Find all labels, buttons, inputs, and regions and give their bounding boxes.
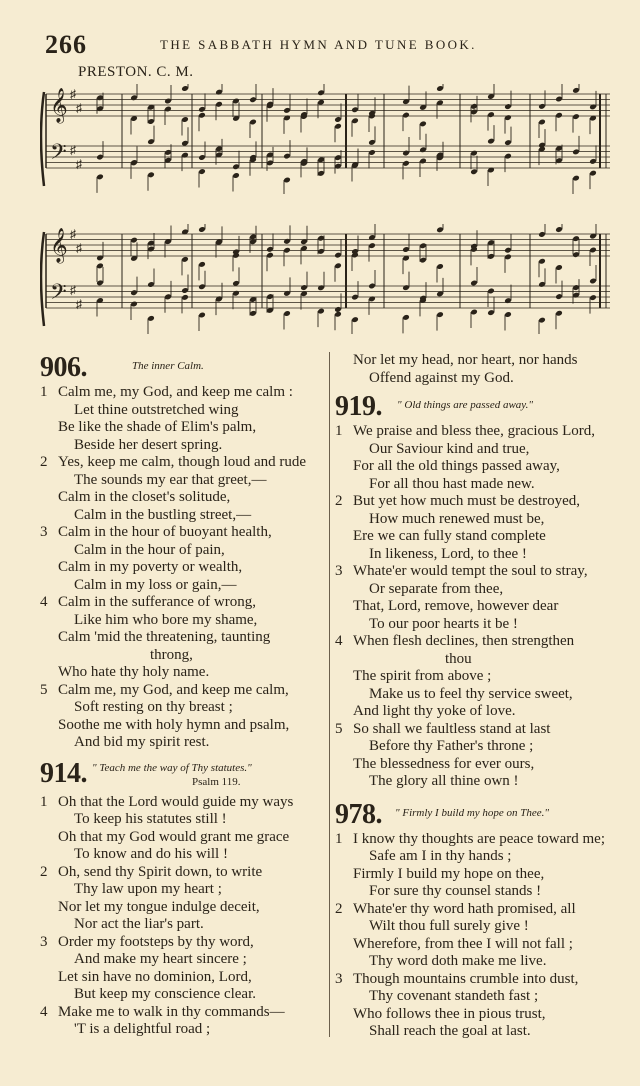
verse-line: [40, 969, 325, 987]
verse-text: Wherefore, from thee I will not fall ;: [353, 935, 573, 952]
hymn-906-text: [40, 384, 325, 752]
verse-text: To know and do his will !: [74, 846, 228, 862]
tune-name: PRESTON. C. M.: [78, 64, 194, 80]
verse-text: The spirit from above ;: [353, 668, 492, 684]
hymn-source: Psalm 119.: [192, 775, 241, 788]
verse-line: [335, 738, 625, 756]
verse-text: Calm in the sufferance of wrong,: [58, 594, 256, 610]
verse-text: Make me to walk in thy commands—: [58, 1003, 285, 1020]
verse-line: [40, 811, 325, 829]
hymn-heading-914: [40, 758, 325, 794]
verse-line: [40, 437, 325, 455]
left-column: [40, 352, 325, 1039]
verse-text: Ere we can fully stand complete: [353, 528, 546, 544]
page-header: [0, 30, 640, 60]
verse-line: [40, 454, 325, 472]
hymn-heading-906: [40, 352, 325, 384]
verse-text: For sure thy counsel stands !: [369, 883, 542, 899]
verse-number: 2: [335, 493, 343, 509]
verse-line: [40, 629, 325, 647]
bass-clef-icon: 𝄢: [50, 140, 67, 170]
verse-text: Thy covenant standeth fast ;: [369, 988, 539, 1004]
verse-line: [335, 773, 625, 791]
verse-number: 3: [40, 524, 48, 540]
hymn-subtitle: The inner Calm.: [132, 360, 204, 372]
hymn-978-text: [335, 831, 625, 1041]
verse-text: Safe am I in thy hands ;: [369, 848, 512, 864]
verse-line: [40, 1004, 325, 1022]
verse-line: [335, 918, 625, 936]
verse-line: [40, 507, 325, 525]
hymn-number: 978.: [335, 798, 382, 830]
verse-text: Calm in the bustling street,—: [74, 506, 252, 523]
verse-text: Let sin have no dominion, Lord,: [58, 968, 252, 985]
hymn-number: 906.: [40, 352, 87, 383]
verse-line: [335, 633, 625, 651]
verse-text: Thy law upon my heart ;: [74, 881, 222, 897]
verse-line: [335, 1023, 625, 1041]
verse-line: [40, 664, 325, 682]
verse-number: 1: [335, 423, 343, 439]
verse-line: [40, 402, 325, 420]
brace: [41, 92, 44, 186]
verse-text: Calm me, my God, and keep me calm :: [58, 384, 293, 400]
running-title: THE SABBATH HYMN AND TUNE BOOK.: [160, 37, 477, 52]
verse-text: So shall we faultless stand at last: [353, 720, 551, 737]
hymn-number: 919.: [335, 391, 382, 422]
verse-number: 5: [335, 720, 343, 737]
sharp-icon: ♯: [76, 157, 82, 171]
verse-text: Calm me, my God, and keep me calm,: [58, 681, 289, 698]
verse-line: [335, 901, 625, 919]
verse-line: [40, 794, 325, 812]
verse-text: Firmly I build my hope on thee,: [353, 865, 545, 882]
verse-text: How much renewed must be,: [369, 510, 545, 527]
verse-line: [40, 472, 325, 490]
verse-number: 3: [335, 563, 343, 579]
sharp-icon: ♯: [76, 101, 82, 115]
verse-line: [335, 883, 625, 901]
hymn-subtitle: " Firmly I build my hope on Thee.": [395, 806, 550, 819]
verse-line: [40, 829, 325, 847]
verse-text: Make us to feel thy service sweet,: [369, 685, 573, 702]
hymn-914-continuation: [335, 352, 625, 387]
verse-line: [40, 612, 325, 630]
verse-number: 2: [40, 454, 48, 470]
verse-line: [335, 971, 625, 989]
verse-line: Nor let my head, nor heart, nor hands: [353, 352, 578, 368]
verse-line: [40, 864, 325, 882]
verse-text: Calm in my loss or gain,—: [74, 576, 237, 593]
verse-line: [40, 524, 325, 542]
verse-line: [40, 594, 325, 612]
verse-line: [40, 559, 325, 577]
verse-line: [335, 423, 625, 441]
verse-line: [40, 951, 325, 969]
verse-text: Whate'er thy word hath promised, all: [353, 900, 576, 917]
verse-text: We praise and bless thee, gracious Lord,: [353, 423, 596, 439]
verse-text: Beside her desert spring.: [74, 436, 223, 453]
sharp-icon: ♯: [70, 143, 76, 157]
verse-line: [40, 934, 325, 952]
verse-text: But yet how much must be destroyed,: [353, 493, 581, 509]
verse-text: Before thy Father's throne ;: [369, 738, 534, 754]
verse-text: Thy word doth make me live.: [369, 953, 547, 969]
verse-number: 2: [335, 900, 343, 917]
verse-text: Wilt thou full surely give !: [369, 918, 529, 934]
verse-line: [40, 647, 325, 665]
hymn-919-text: [335, 423, 625, 791]
sharp-icon: ♯: [70, 227, 76, 241]
verse-text: 'T is a delightful road ;: [74, 1021, 211, 1037]
verse-text: But keep my conscience clear.: [74, 986, 257, 1002]
verse-text: throng,: [150, 646, 193, 663]
verse-line: [335, 651, 625, 669]
verse-line: [335, 756, 625, 774]
verse-text: When flesh declines, then strengthen: [353, 633, 575, 649]
verse-text: Yes, keep me calm, though loud and rude: [58, 454, 307, 470]
hymn-heading-978: [335, 799, 625, 831]
verse-line: [40, 734, 325, 752]
verse-text: Soft resting on thy breast ;: [74, 699, 233, 715]
verse-text: The blessedness for ever ours,: [353, 755, 535, 772]
verse-line: [335, 563, 625, 581]
verse-line: [335, 616, 625, 634]
verse-line: [40, 986, 325, 1004]
verse-text: Order my footsteps by thy word,: [58, 933, 254, 950]
music-system-1: [40, 84, 612, 194]
verse-text: Calm in the closet's solitude,: [58, 489, 231, 505]
verse-line: [335, 581, 625, 599]
verse-text: I know thy thoughts are peace toward me;: [353, 830, 606, 847]
verse-number: 4: [40, 594, 48, 610]
verse-line: [335, 866, 625, 884]
verse-line: [335, 668, 625, 686]
verse-text: Our Saviour kind and true,: [369, 440, 530, 457]
verse-text: In likeness, Lord, to thee !: [369, 545, 527, 562]
verse-line: [335, 703, 625, 721]
verse-line: [335, 721, 625, 739]
verse-text: Let thine outstretched wing: [74, 401, 239, 418]
verse-number: 4: [335, 633, 343, 649]
verse-text: And make my heart sincere ;: [74, 951, 247, 967]
verse-line: [335, 511, 625, 529]
sharp-icon: ♯: [76, 297, 82, 311]
brace: [41, 232, 44, 326]
verse-line: [40, 419, 325, 437]
music-system-2: [40, 224, 612, 334]
verse-text: Who hate thy holy name.: [58, 664, 210, 680]
verse-text: Soothe me with holy hymn and psalm,: [58, 716, 290, 733]
verse-line: [335, 1006, 625, 1024]
verse-text: Oh that my God would grant me grace: [58, 828, 290, 845]
verse-line: Offend against my God.: [369, 369, 514, 386]
verse-text: Calm in the hour of buoyant health,: [58, 524, 272, 540]
hymn-heading-919: [335, 391, 625, 423]
verse-text: Nor let my tongue indulge deceit,: [58, 898, 260, 915]
sharp-icon: ♯: [70, 283, 76, 297]
verse-text: The sounds my ear that greet,—: [74, 471, 267, 488]
verse-text: Oh, send thy Spirit down, to write: [58, 863, 263, 880]
verse-text: Shall reach the goal at last.: [369, 1023, 531, 1039]
bass-clef-icon: 𝄢: [50, 280, 67, 310]
verse-text: Oh that the Lord would guide my ways: [58, 793, 294, 810]
verse-line: [335, 528, 625, 546]
verse-text: To our poor hearts it be !: [369, 615, 518, 632]
verse-text: Whate'er would tempt the soul to stray,: [353, 563, 588, 579]
verse-text: Like him who bore my shame,: [74, 611, 258, 628]
verse-line: [40, 542, 325, 560]
verse-text: The glory all thine own !: [369, 773, 519, 789]
treble-clef-icon: 𝄞: [50, 88, 68, 123]
right-column: [335, 352, 625, 1041]
verse-number: 1: [40, 793, 48, 810]
hymn-number: 914.: [40, 757, 87, 789]
verse-number: 4: [40, 1003, 48, 1020]
verse-number: 1: [40, 384, 48, 400]
page-number: 266: [45, 30, 87, 59]
verse-text: thou: [445, 650, 472, 667]
verse-text: And light thy yoke of love.: [353, 703, 516, 719]
verse-line: [40, 384, 325, 402]
music-notation-2: [40, 224, 612, 334]
verse-line: [335, 458, 625, 476]
verse-text: Who follows thee in pious trust,: [353, 1005, 546, 1022]
verse-text: For all the old things passed away,: [353, 458, 560, 474]
sharp-icon: ♯: [76, 241, 82, 255]
verse-line: [335, 988, 625, 1006]
column-divider: [329, 352, 330, 1037]
verse-text: For all thou hast made new.: [369, 475, 535, 492]
verse-number: 1: [335, 830, 343, 847]
hymn-914-text: [40, 794, 325, 1039]
hymn-subtitle: " Teach me the way of Thy statutes.": [92, 761, 252, 774]
verse-line: [335, 936, 625, 954]
verse-text: Nor act the liar's part.: [74, 916, 204, 932]
music-notation-1: [40, 84, 612, 194]
verse-text: Calm 'mid the threatening, taunting: [58, 629, 271, 645]
verse-text: That, Lord, remove, however dear: [353, 598, 559, 614]
verse-line: [40, 489, 325, 507]
verse-line: [40, 699, 325, 717]
verse-text: Calm in the hour of pain,: [74, 541, 225, 558]
verse-text: Or separate from thee,: [369, 580, 504, 597]
verse-line: [40, 899, 325, 917]
verse-line: [335, 598, 625, 616]
verse-text: And bid my spirit rest.: [74, 734, 210, 750]
sharp-icon: ♯: [70, 87, 76, 101]
verse-line: [335, 493, 625, 511]
verse-line: [335, 686, 625, 704]
verse-text: Though mountains crumble into dust,: [353, 970, 579, 987]
verse-text: To keep his statutes still !: [74, 811, 227, 827]
hymn-subtitle: " Old things are passed away.": [397, 399, 533, 411]
verse-number: 5: [40, 681, 48, 698]
verse-line: [335, 476, 625, 494]
verse-text: Calm in my poverty or wealth,: [58, 559, 243, 575]
verse-line: [40, 682, 325, 700]
verse-line: [40, 717, 325, 735]
verse-line: [335, 546, 625, 564]
verse-text: Be like the shade of Elim's palm,: [58, 419, 257, 435]
treble-clef-icon: 𝄞: [50, 228, 68, 263]
verse-line: [40, 577, 325, 595]
verse-line: [335, 441, 625, 459]
verse-line: [335, 953, 625, 971]
verse-line: [335, 831, 625, 849]
verse-number: 3: [335, 970, 343, 987]
verse-number: 2: [40, 863, 48, 880]
verse-line: [40, 916, 325, 934]
verse-line: [40, 881, 325, 899]
verse-line: [40, 1021, 325, 1039]
verse-line: [40, 846, 325, 864]
verse-line: [335, 848, 625, 866]
verse-number: 3: [40, 933, 48, 950]
